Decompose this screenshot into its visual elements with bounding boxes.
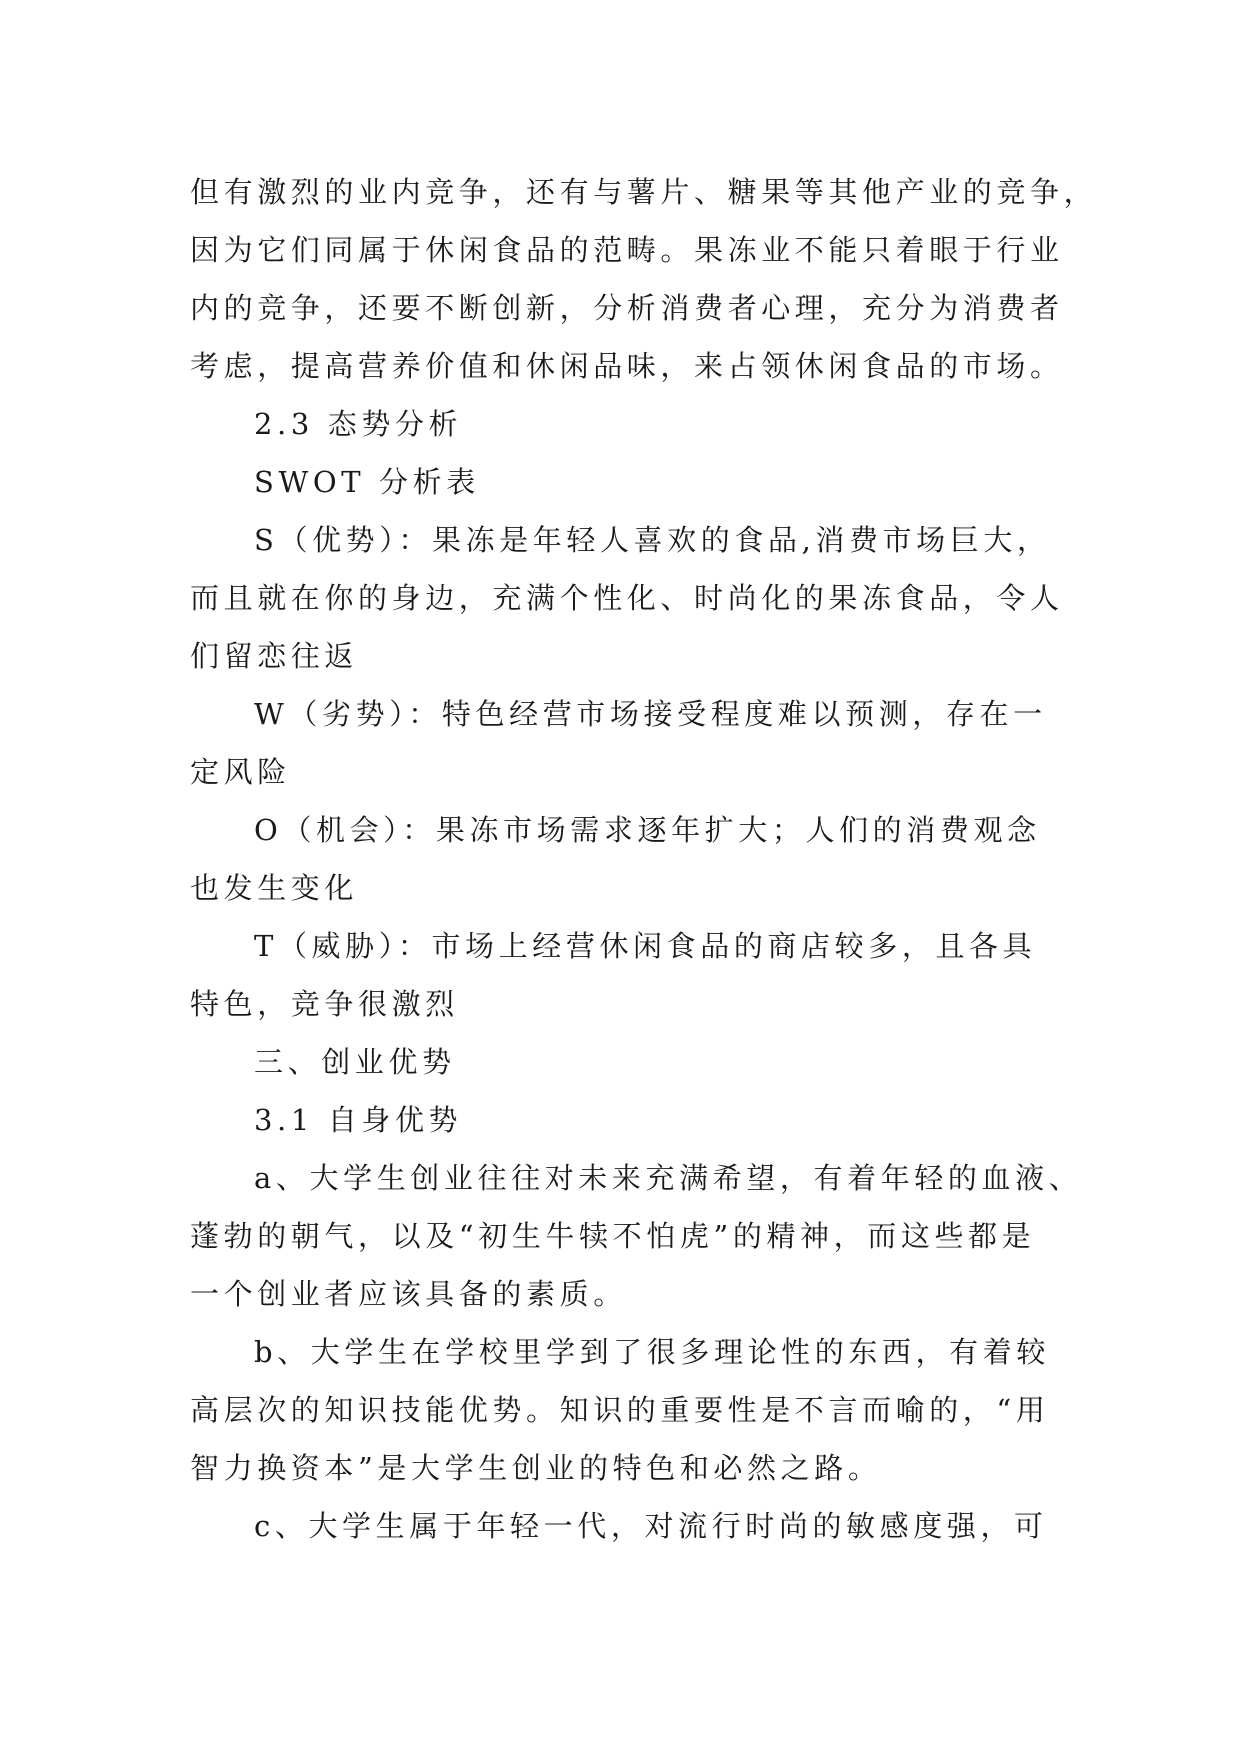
list-item-c: c、大学生属于年轻一代，对流行时尚的敏感度强，可: [254, 1509, 1048, 1543]
text-line: 内的竞争，还要不断创新，分析消费者心理，充分为消费者: [190, 291, 1064, 325]
section-heading: 3.1 自身优势: [254, 1103, 463, 1137]
text-line: 特色，竞争很激烈: [190, 987, 459, 1021]
text-line: 考虑，提高营养价值和休闲品味，来占领休闲食品的市场。: [190, 349, 1064, 383]
text-line: 因为它们同属于休闲食品的范畴。果冻业不能只着眼于行业: [190, 233, 1064, 267]
swot-weakness: W（劣势）：特色经营市场接受程度难以预测，存在一: [254, 697, 1047, 731]
document-page: [190, 163, 1098, 1555]
text-line: 定风险: [190, 755, 291, 789]
swot-strength: S（优势）：果冻是年轻人喜欢的食品,消费市场巨大，: [254, 523, 1051, 557]
text-line: 高层次的知识技能优势。知识的重要性是不言而喻的，“用: [190, 1393, 1050, 1427]
text-line: 智力换资本”是大学生创业的特色和必然之路。: [190, 1451, 882, 1485]
list-item-a: a、大学生创业往往对未来充满希望，有着年轻的血液、: [254, 1161, 1083, 1195]
chapter-heading: 三、创业优势: [254, 1045, 456, 1079]
text-line: 一个创业者应该具备的素质。: [190, 1277, 627, 1311]
swot-threat: T（威胁）：市场上经营休闲食品的商店较多，且各具: [254, 929, 1037, 963]
swot-opportunity: O（机会）：果冻市场需求逐年扩大；人们的消费观念: [254, 813, 1041, 847]
text-line: 但有激烈的业内竞争，还有与薯片、糖果等其他产业的竞争，: [190, 175, 1098, 209]
text-line: 们留恋往返: [190, 639, 359, 673]
section-heading: 2.3 态势分析: [254, 407, 463, 441]
table-caption: SWOT 分析表: [254, 465, 480, 499]
list-item-b: b、大学生在学校里学到了很多理论性的东西，有着较: [254, 1335, 1050, 1369]
text-line: 蓬勃的朝气，以及“初生牛犊不怕虎”的精神，而这些都是: [190, 1219, 1036, 1253]
text-line: 也发生变化: [190, 871, 359, 905]
text-line: 而且就在你的身边，充满个性化、时尚化的果冻食品，令人: [190, 581, 1064, 615]
